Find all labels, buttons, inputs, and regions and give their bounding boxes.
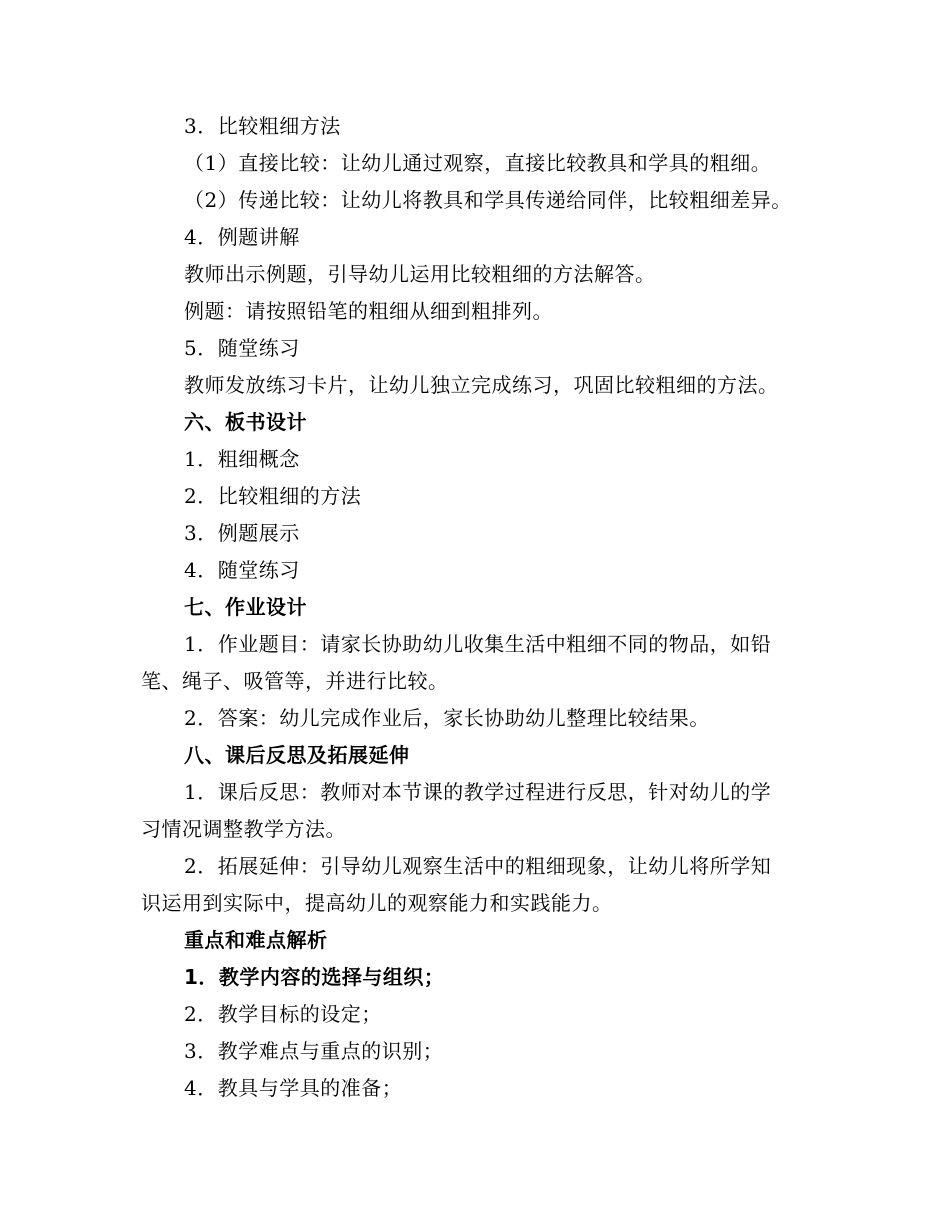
list-item-board-3: 3．例题展示 — [184, 521, 300, 545]
paragraph-pass-compare: （2）传递比较：让幼儿将教具和学具传递给同伴，比较粗细差异。 — [184, 188, 792, 212]
paragraph-reflection-1-cont: 习情况调整教学方法。 — [141, 817, 346, 841]
heading-key-points: 重点和难点解析 — [184, 928, 328, 952]
paragraph-reflection-2-cont: 识运用到实际中，提高幼儿的观察能力和实践能力。 — [141, 891, 613, 915]
paragraph-reflection-2: 2．拓展延伸：引导幼儿观察生活中的粗细现象，让幼儿将所学知 — [184, 854, 772, 878]
subheading-compare-methods: 3．比较粗细方法 — [184, 114, 341, 138]
paragraph-homework-2: 2．答案：幼儿完成作业后，家长协助幼儿整理比较结果。 — [184, 706, 710, 730]
list-item-key-4: 4．教具与学具的准备； — [184, 1076, 403, 1100]
list-item-key-1: 1．教学内容的选择与组织； — [184, 965, 445, 989]
heading-reflection: 八、课后反思及拓展延伸 — [184, 743, 410, 767]
list-item-board-2: 2．比较粗细的方法 — [184, 484, 362, 508]
paragraph-reflection-1: 1．课后反思：教师对本节课的教学过程进行反思，针对幼儿的学 — [184, 780, 772, 804]
paragraph-homework-1: 1．作业题目：请家长协助幼儿收集生活中粗细不同的物品，如铅 — [184, 632, 772, 656]
heading-homework-design: 七、作业设计 — [184, 595, 307, 619]
subheading-practice: 5．随堂练习 — [184, 336, 300, 360]
list-item-key-2: 2．教学目标的设定； — [184, 1002, 382, 1026]
list-item-board-4: 4．随堂练习 — [184, 558, 300, 582]
list-item-key-3: 3．教学难点与重点的识别； — [184, 1039, 444, 1063]
paragraph-example-question: 例题：请按照铅笔的粗细从细到粗排列。 — [184, 299, 553, 323]
paragraph-example-intro: 教师出示例题，引导幼儿运用比较粗细的方法解答。 — [184, 262, 656, 286]
paragraph-homework-1-cont: 笔、绳子、吸管等，并进行比较。 — [141, 669, 449, 693]
heading-board-design: 六、板书设计 — [184, 410, 307, 434]
list-item-board-1: 1．粗细概念 — [184, 447, 300, 471]
subheading-example: 4．例题讲解 — [184, 225, 300, 249]
paragraph-direct-compare: （1）直接比较：让幼儿通过观察，直接比较教具和学具的粗细。 — [184, 151, 772, 175]
paragraph-practice: 教师发放练习卡片，让幼儿独立完成练习，巩固比较粗细的方法。 — [184, 373, 779, 397]
